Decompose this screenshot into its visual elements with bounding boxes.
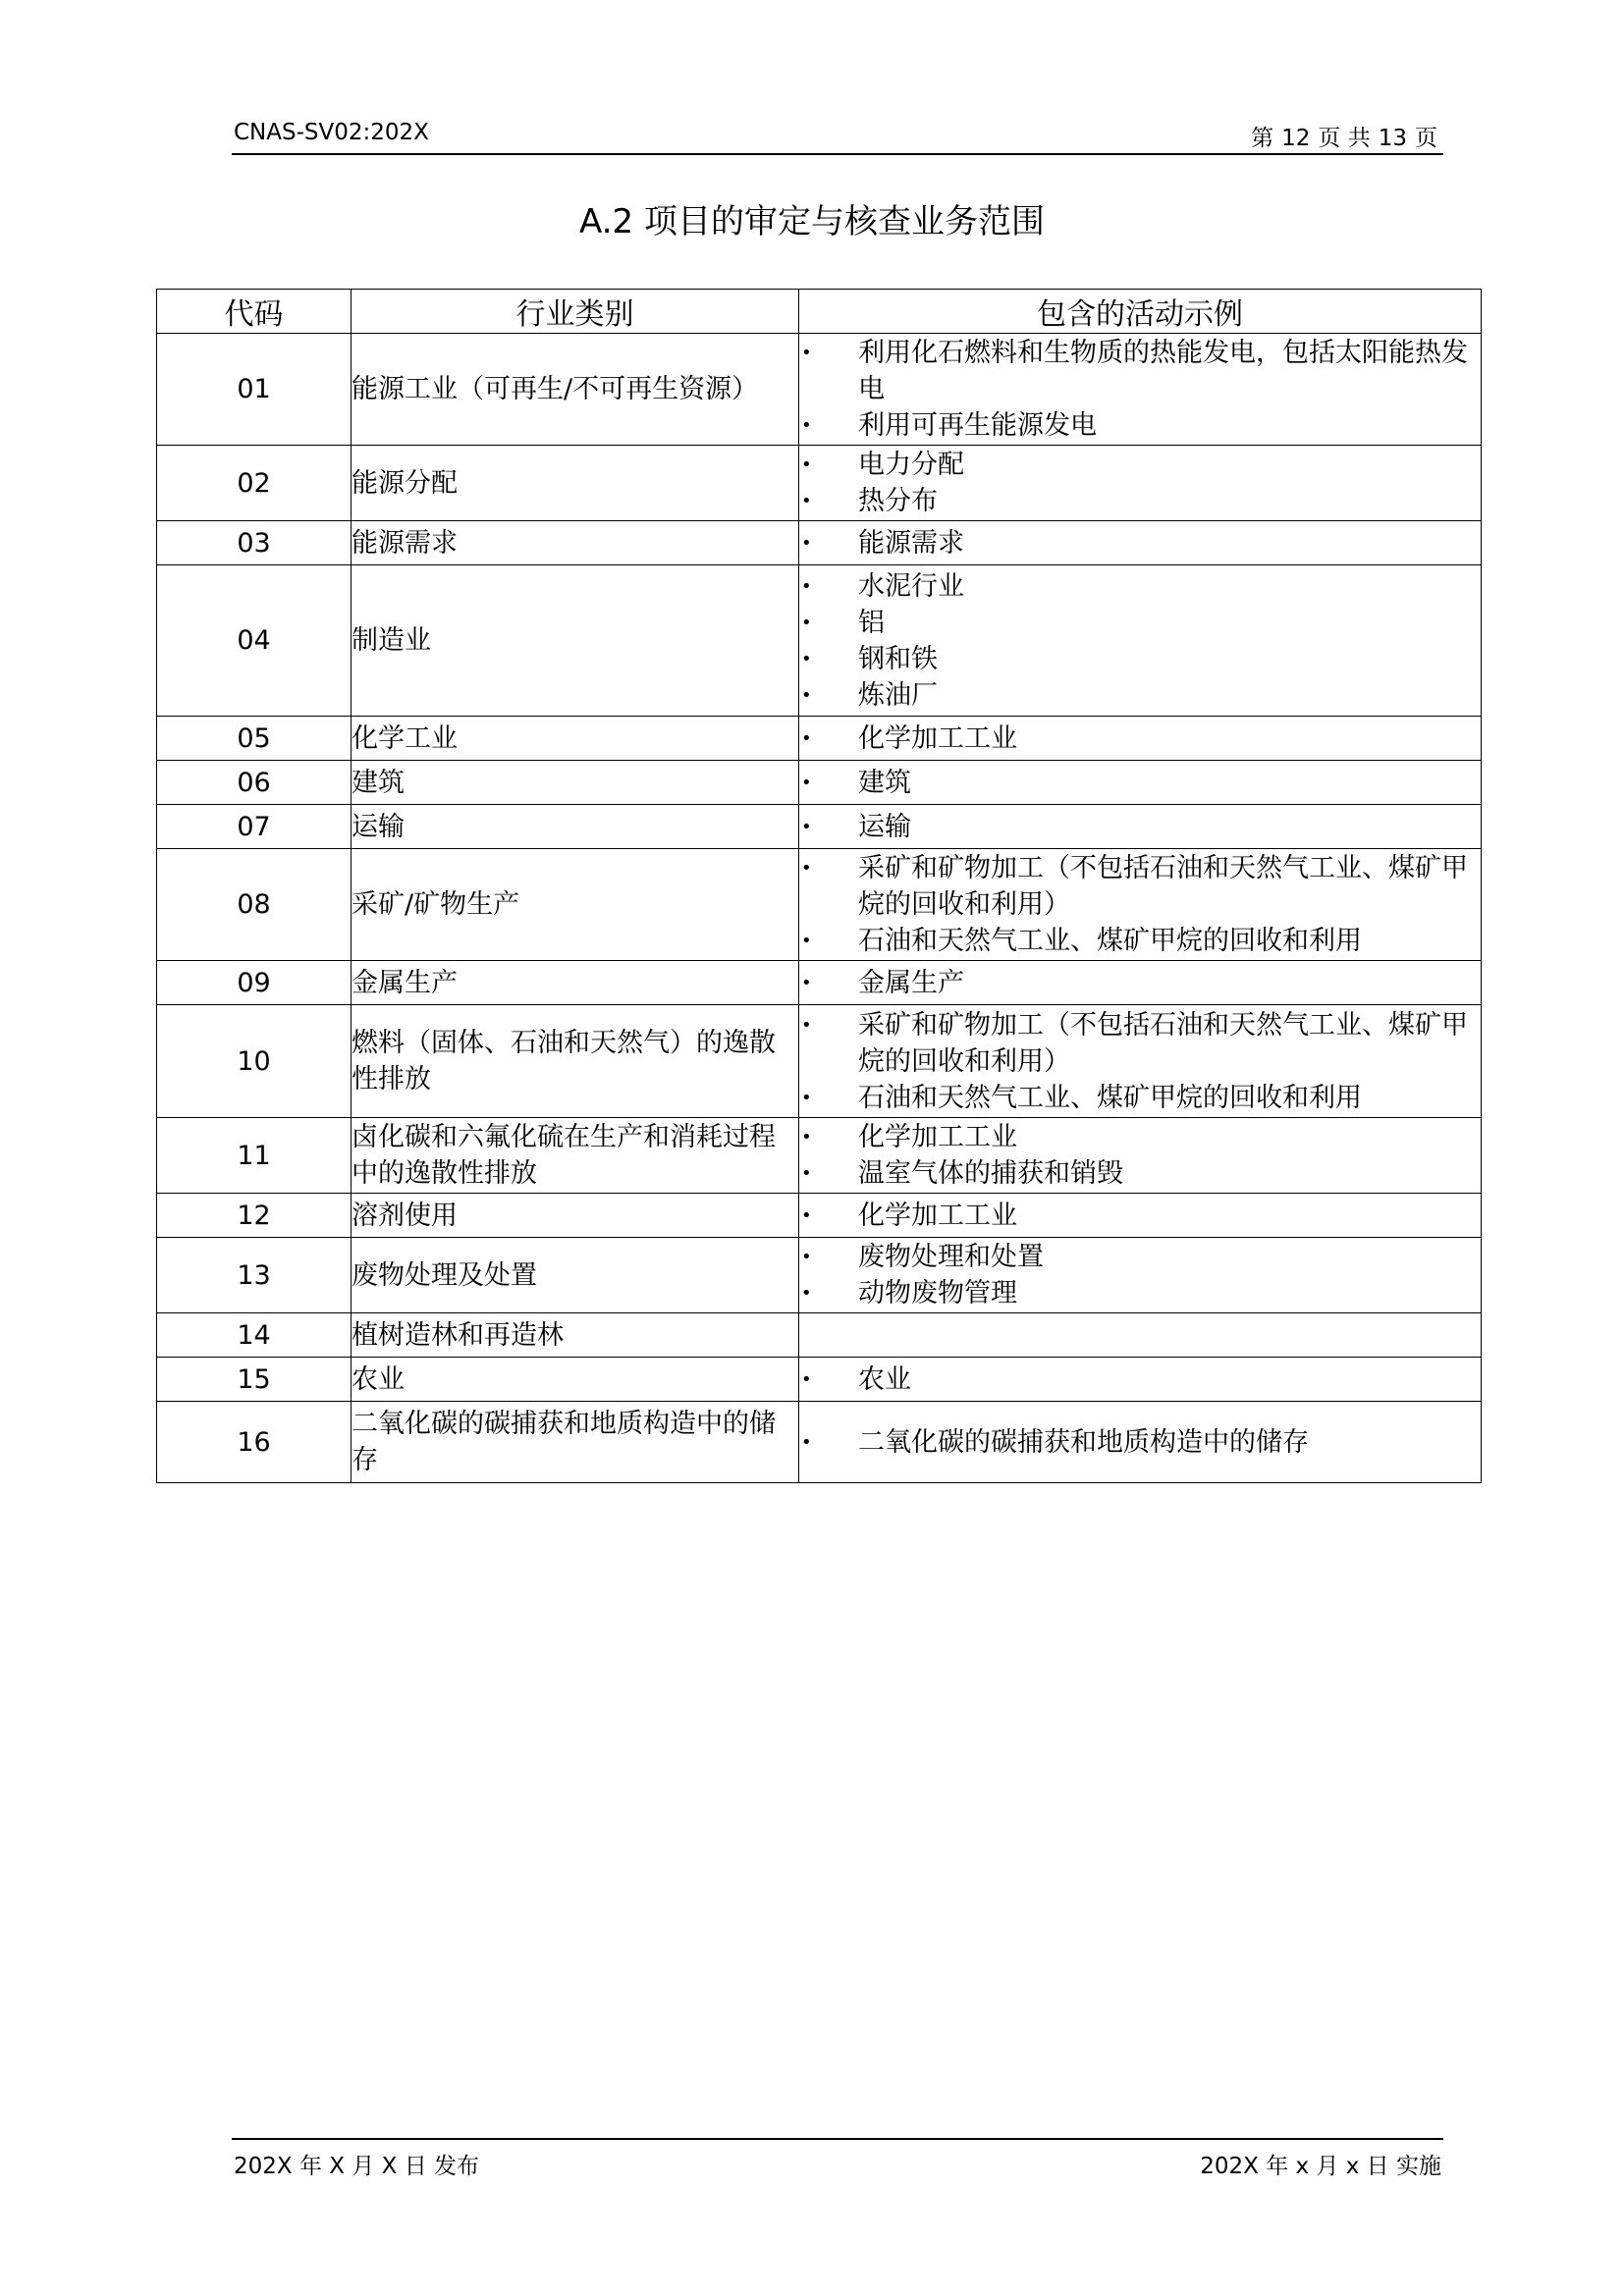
row-code: 07	[157, 805, 352, 849]
activity-list	[799, 809, 1481, 845]
header-category: 行业类别	[352, 290, 799, 334]
header-activities: 包含的活动示例	[799, 290, 1482, 334]
row-code: 12	[157, 1194, 352, 1238]
activity-list	[799, 335, 1481, 444]
table-row	[157, 961, 1482, 1005]
row-code: 11	[157, 1118, 352, 1194]
activity-item: • 热分布	[799, 483, 1481, 519]
row-activities	[799, 849, 1482, 961]
activity-list	[799, 525, 1481, 561]
table-body	[157, 334, 1482, 1483]
row-activities	[799, 1194, 1482, 1238]
page-footer	[232, 2138, 1443, 2179]
row-activities	[799, 521, 1482, 565]
row-category: 植树造林和再造林	[352, 1313, 799, 1358]
table-row	[157, 565, 1482, 717]
activity-item: • 石油和天然气工业、煤矿甲烷的回收和利用	[799, 923, 1481, 959]
row-code: 06	[157, 761, 352, 805]
activity-list	[799, 1362, 1481, 1398]
activity-list	[799, 568, 1481, 714]
activity-item: • 运输	[799, 809, 1481, 845]
row-code: 04	[157, 565, 352, 717]
row-activities	[799, 446, 1482, 521]
table-row	[157, 1005, 1482, 1118]
document-id: CNAS-SV02:202X	[234, 120, 429, 145]
activity-item: • 建筑	[799, 765, 1481, 801]
implement-date: 202X 年 x 月 x 日 实施	[1200, 2154, 1441, 2179]
row-category: 能源工业（可再生/不可再生资源）	[352, 334, 799, 446]
row-activities	[799, 961, 1482, 1005]
row-activities	[799, 1313, 1482, 1358]
table-row	[157, 334, 1482, 446]
activity-item: • 温室气体的捕获和销毁	[799, 1155, 1481, 1192]
row-code: 14	[157, 1313, 352, 1358]
table-header-row	[157, 290, 1482, 334]
activity-list	[799, 1239, 1481, 1311]
row-category: 运输	[352, 805, 799, 849]
activity-item: • 动物废物管理	[799, 1275, 1481, 1311]
table-row	[157, 1358, 1482, 1402]
row-category: 制造业	[352, 565, 799, 717]
activity-item: • 农业	[799, 1362, 1481, 1398]
activity-item: • 利用可再生能源发电	[799, 407, 1481, 444]
row-activities	[799, 1358, 1482, 1402]
table-row	[157, 849, 1482, 961]
activity-list	[799, 965, 1481, 1001]
table-row	[157, 717, 1482, 761]
row-category: 能源分配	[352, 446, 799, 521]
table-row	[157, 1118, 1482, 1194]
activity-list	[799, 721, 1481, 757]
activity-list	[799, 765, 1481, 801]
table-row	[157, 1402, 1482, 1483]
row-code: 05	[157, 717, 352, 761]
activity-item: • 采矿和矿物加工（不包括石油和天然气工业、煤矿甲烷的回收和利用）	[799, 1007, 1481, 1080]
row-activities	[799, 1118, 1482, 1194]
activity-list	[799, 1198, 1481, 1234]
row-category: 能源需求	[352, 521, 799, 565]
activity-item: • 二氧化碳的碳捕获和地质构造中的储存	[799, 1424, 1481, 1461]
activity-list	[799, 1424, 1481, 1461]
activity-item: • 采矿和矿物加工（不包括石油和天然气工业、煤矿甲烷的回收和利用）	[799, 850, 1481, 923]
publish-date: 202X 年 X 月 X 日 发布	[234, 2154, 480, 2179]
row-code: 15	[157, 1358, 352, 1402]
row-activities	[799, 1005, 1482, 1118]
row-category: 燃料（固体、石油和天然气）的逸散性排放	[352, 1005, 799, 1118]
table-row	[157, 805, 1482, 849]
table-row	[157, 521, 1482, 565]
activity-item: • 金属生产	[799, 965, 1481, 1001]
page-header	[232, 116, 1443, 155]
activity-list	[799, 1007, 1481, 1116]
row-activities	[799, 717, 1482, 761]
header-code: 代码	[157, 290, 352, 334]
activity-list	[799, 850, 1481, 959]
table-row	[157, 1238, 1482, 1313]
row-code: 08	[157, 849, 352, 961]
row-activities	[799, 334, 1482, 446]
activity-item: • 化学加工工业	[799, 1198, 1481, 1234]
activity-item: • 能源需求	[799, 525, 1481, 561]
row-code: 02	[157, 446, 352, 521]
row-activities	[799, 805, 1482, 849]
scope-table	[156, 289, 1482, 1483]
total-pages: 13	[1378, 126, 1407, 151]
row-category: 卤化碳和六氟化硫在生产和消耗过程中的逸散性排放	[352, 1118, 799, 1194]
table-row	[157, 446, 1482, 521]
row-category: 建筑	[352, 761, 799, 805]
activity-item: • 化学加工工业	[799, 721, 1481, 757]
row-activities	[799, 1402, 1482, 1483]
table-row	[157, 1194, 1482, 1238]
activity-item: • 水泥行业	[799, 568, 1481, 605]
row-code: 01	[157, 334, 352, 446]
section-title: A.2 项目的审定与核查业务范围	[579, 202, 1045, 241]
activity-list	[799, 447, 1481, 519]
current-page: 12	[1281, 126, 1311, 151]
row-code: 13	[157, 1238, 352, 1313]
activity-list	[799, 1119, 1481, 1192]
row-code: 10	[157, 1005, 352, 1118]
row-code: 16	[157, 1402, 352, 1483]
row-category: 采矿/矿物生产	[352, 849, 799, 961]
activity-item: • 铝	[799, 605, 1481, 641]
activity-item: • 化学加工工业	[799, 1119, 1481, 1155]
row-category: 二氧化碳的碳捕获和地质构造中的储存	[352, 1402, 799, 1483]
activity-item: • 石油和天然气工业、煤矿甲烷的回收和利用	[799, 1080, 1481, 1116]
activity-item: • 电力分配	[799, 447, 1481, 483]
row-code: 03	[157, 521, 352, 565]
row-category: 农业	[352, 1358, 799, 1402]
activity-item: • 炼油厂	[799, 677, 1481, 714]
row-category: 化学工业	[352, 717, 799, 761]
row-activities	[799, 1238, 1482, 1313]
page-number: 第 12 页 共 13 页	[1251, 126, 1437, 151]
activity-item: • 废物处理和处置	[799, 1239, 1481, 1275]
activity-item: • 钢和铁	[799, 641, 1481, 677]
table-row	[157, 1313, 1482, 1358]
row-activities	[799, 761, 1482, 805]
activity-item: • 利用化石燃料和生物质的热能发电，包括太阳能热发电	[799, 335, 1481, 407]
row-activities	[799, 565, 1482, 717]
row-code: 09	[157, 961, 352, 1005]
table-row	[157, 761, 1482, 805]
row-category: 溶剂使用	[352, 1194, 799, 1238]
row-category: 金属生产	[352, 961, 799, 1005]
row-category: 废物处理及处置	[352, 1238, 799, 1313]
